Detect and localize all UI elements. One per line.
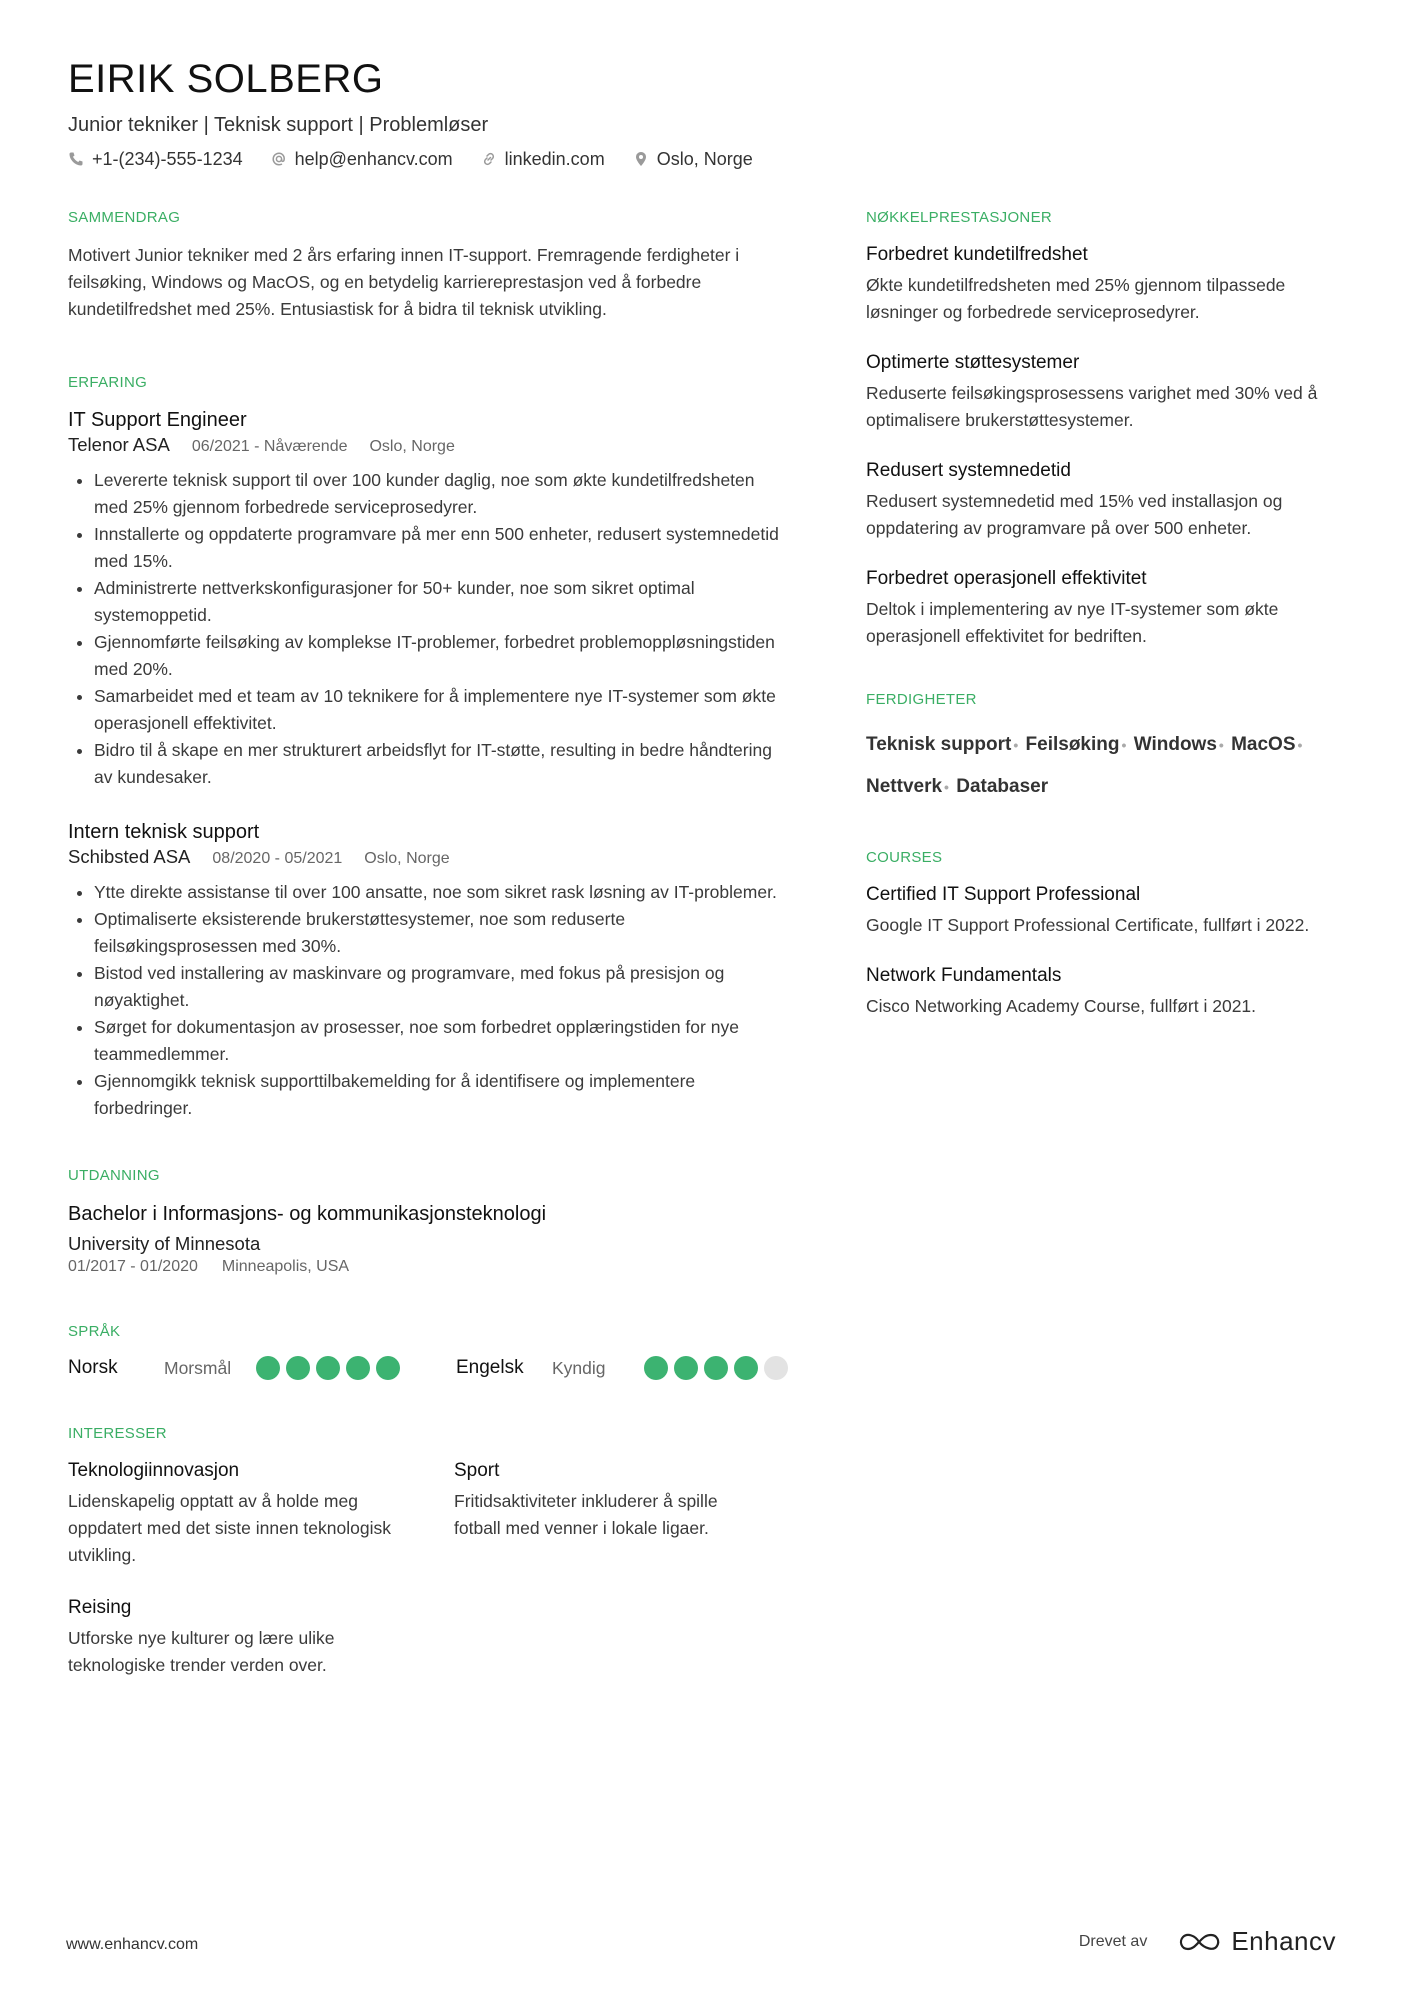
skill-item: Nettverk bbox=[866, 776, 943, 797]
job-title: IT Support Engineer bbox=[68, 409, 247, 431]
powered-by-label: Drevet av bbox=[1078, 1932, 1148, 1950]
job-company: Schibsted ASA bbox=[68, 846, 191, 867]
skill-item: Feilsøking bbox=[1025, 734, 1120, 755]
interest-item bbox=[68, 1458, 454, 1569]
contact-link[interactable] bbox=[481, 146, 605, 172]
achievements-section bbox=[866, 208, 1346, 650]
contact-row bbox=[68, 146, 1348, 172]
interest-desc: Utforske nye kulturer og lære ulike teknologiske trender verden over. bbox=[68, 1628, 335, 1675]
job-bullet: • Sørget for dokumentasjon av prosesser, noe som forbedret opplæringstiden for nye teammedlemmer. bbox=[94, 1014, 788, 1068]
achievement-item bbox=[866, 566, 1346, 650]
rating-dot bbox=[644, 1356, 668, 1380]
achievement-item bbox=[866, 242, 1346, 326]
job-bullet: • Bistod ved installering av maskinvare og programvare, med fokus på presisjon og nøyaktighet. bbox=[94, 960, 788, 1014]
job-bullet: • Administrerte nettverkskonfigurasjoner for 50+ kunder, noe som sikret optimal systemoppetid. bbox=[94, 575, 788, 629]
language-level: Morsmål bbox=[164, 1357, 232, 1378]
skill-item: MacOS bbox=[1231, 734, 1296, 755]
interest-title: Sport bbox=[454, 1460, 500, 1481]
rating-dot bbox=[316, 1356, 340, 1380]
phone-text: +1-(234)-555-1234 bbox=[92, 149, 243, 169]
course-desc: Google IT Support Professional Certificate, fullført i 2022. bbox=[866, 915, 1310, 935]
link-icon bbox=[481, 151, 497, 167]
rating-dot bbox=[346, 1356, 370, 1380]
education-location: Minneapolis, USA bbox=[221, 1258, 350, 1275]
achievement-desc: Redusert systemnedetid med 15% ved installasjon og oppdatering av programvare på over 500 enheter. bbox=[866, 491, 1283, 538]
interest-item bbox=[68, 1595, 454, 1679]
job-bullet: • Gjennomførte feilsøking av komplekse IT-problemer, forbedret problemoppløsningstiden med 20%. bbox=[94, 629, 788, 683]
rating-dot bbox=[674, 1356, 698, 1380]
education-heading: UTDANNING bbox=[68, 1167, 160, 1184]
experience-heading: ERFARING bbox=[68, 374, 148, 391]
language-name: Norsk bbox=[68, 1357, 118, 1378]
interests-section bbox=[68, 1424, 788, 1679]
footer-website[interactable]: www.enhancv.com bbox=[66, 1936, 199, 1953]
rating-dot bbox=[376, 1356, 400, 1380]
job-entry bbox=[68, 407, 788, 791]
achievements-heading: NØKKELPRESTASJONER bbox=[866, 209, 1053, 226]
achievement-title: Forbedret operasjonell effektivitet bbox=[866, 568, 1147, 589]
education-dates: 01/2017 - 01/2020 bbox=[68, 1258, 198, 1275]
language-rating bbox=[256, 1356, 400, 1380]
rating-dot bbox=[764, 1356, 788, 1380]
language-item bbox=[456, 1356, 788, 1380]
education-school: University of Minnesota bbox=[68, 1233, 261, 1254]
interest-desc: Fritidsaktiviteter inkluderer å spille fotball med venner i lokale ligaer. bbox=[454, 1491, 718, 1538]
course-title: Certified IT Support Professional bbox=[866, 884, 1141, 905]
enhancv-logo-icon bbox=[1177, 1930, 1223, 1954]
brand-logo[interactable] bbox=[1177, 1926, 1336, 1957]
language-rating bbox=[644, 1356, 788, 1380]
resume-header bbox=[68, 54, 1348, 172]
interest-title: Reising bbox=[68, 1597, 132, 1618]
job-bullet: • Gjennomgikk teknisk supporttilbakemelding for å identifisere og implementere forbedringer. bbox=[94, 1068, 788, 1122]
interests-list bbox=[68, 1458, 788, 1679]
rating-dot bbox=[704, 1356, 728, 1380]
education-section bbox=[68, 1166, 788, 1278]
location-pin-icon bbox=[633, 151, 649, 167]
courses-section bbox=[866, 848, 1346, 1020]
achievement-item bbox=[866, 350, 1346, 434]
job-bullets bbox=[68, 879, 788, 1122]
contact-phone[interactable] bbox=[68, 146, 243, 172]
right-column bbox=[866, 208, 1346, 1070]
job-bullet: • Samarbeidet med et team av 10 teknikere for å implementere nye IT-systemer som økte operasjonell effektivitet. bbox=[94, 683, 788, 737]
rating-dot bbox=[256, 1356, 280, 1380]
achievement-desc: Økte kundetilfredsheten med 25% gjennom tilpassede løsninger og forbedrede serviceprosedyrer. bbox=[866, 275, 1286, 322]
language-name: Engelsk bbox=[456, 1357, 524, 1378]
job-bullet: • Innstallerte og oppdaterte programvare på mer enn 500 enheter, redusert systemnedetid med 15%. bbox=[94, 521, 788, 575]
contact-email[interactable] bbox=[271, 146, 453, 172]
summary-section bbox=[68, 208, 788, 323]
languages-list bbox=[68, 1356, 788, 1380]
interests-heading: INTERESSER bbox=[68, 1425, 167, 1442]
job-bullet: • Bidro til å skape en mer strukturert arbeidsflyt for IT-støtte, resulting in bedre håndtering av kundesaker. bbox=[94, 737, 788, 791]
job-bullets bbox=[68, 467, 788, 791]
language-item bbox=[68, 1356, 400, 1380]
summary-text: Motivert Junior tekniker med 2 års erfaring innen IT-support. Fremragende ferdigheter i feilsøking, Windows og MacOS, og en betydelig karriereprestasjon ved å forbedre kundetilfredshet med 25%. Entusiastisk for å bidra til teknisk utvikling. bbox=[68, 245, 740, 319]
achievement-title: Optimerte støttesystemer bbox=[866, 352, 1080, 373]
job-meta bbox=[68, 845, 788, 871]
languages-heading: SPRÅK bbox=[68, 1323, 121, 1340]
footer-brand bbox=[1079, 1926, 1336, 1957]
rating-dot bbox=[734, 1356, 758, 1380]
link-text: linkedin.com bbox=[504, 149, 605, 169]
location-text: Oslo, Norge bbox=[656, 149, 753, 169]
interest-item bbox=[454, 1458, 784, 1569]
achievement-title: Redusert systemnedetid bbox=[866, 460, 1071, 481]
job-bullet: • Levererte teknisk support til over 100 kunder daglig, noe som økte kundetilfredsheten med 25% gjennom forbedrede serviceprosedyrer. bbox=[94, 467, 788, 521]
education-degree: Bachelor i Informasjons- og kommunikasjonsteknologi bbox=[68, 1203, 547, 1225]
candidate-name: EIRIK SOLBERG bbox=[68, 57, 384, 101]
education-meta bbox=[68, 1256, 788, 1278]
skill-item: Databaser bbox=[956, 776, 1049, 797]
skill-item: Windows bbox=[1133, 734, 1217, 755]
job-company: Telenor ASA bbox=[68, 434, 170, 455]
left-column bbox=[68, 208, 788, 1729]
experience-section bbox=[68, 373, 788, 1122]
language-level: Kyndig bbox=[552, 1357, 606, 1378]
achievement-desc: Deltok i implementering av nye IT-systemer som økte operasjonell effektivitet for bedriften. bbox=[866, 599, 1279, 646]
job-bullet: • Optimaliserte eksisterende brukerstøttesystemer, noe som reduserte feilsøkingsprosessen med 30%. bbox=[94, 906, 788, 960]
achievement-desc: Reduserte feilsøkingsprosessens varighet med 30% ved å optimalisere brukerstøttesystemer. bbox=[866, 383, 1318, 430]
languages-section bbox=[68, 1322, 788, 1380]
job-dates: 08/2020 - 05/2021 bbox=[212, 850, 343, 867]
job-bullet: • Ytte direkte assistanse til over 100 ansatte, noe som sikret rask løsning av IT-problemer. bbox=[94, 879, 788, 906]
phone-icon bbox=[68, 151, 84, 167]
course-desc: Cisco Networking Academy Course, fullført i 2021. bbox=[866, 996, 1257, 1016]
job-meta bbox=[68, 433, 788, 459]
job-location: Oslo, Norge bbox=[364, 850, 450, 867]
skills-list: Teknisk support • Feilsøking • Windows • MacOS • Nettverk • Databaser bbox=[866, 734, 1303, 797]
achievement-item bbox=[866, 458, 1346, 542]
interest-title: Teknologiinnovasjon bbox=[68, 1460, 240, 1481]
skills-heading: FERDIGHETER bbox=[866, 691, 977, 708]
course-item bbox=[866, 882, 1346, 939]
email-text: help@enhancv.com bbox=[294, 149, 453, 169]
job-dates: 06/2021 - Nåværende bbox=[191, 438, 348, 455]
interest-desc: Lidenskapelig opptatt av å holde meg oppdatert med det siste innen teknologisk utvikling. bbox=[68, 1491, 391, 1565]
courses-heading: COURSES bbox=[866, 849, 943, 866]
candidate-title: Junior tekniker | Teknisk support | Problemløser bbox=[68, 114, 489, 136]
rating-dot bbox=[286, 1356, 310, 1380]
brand-name: Enhancv bbox=[1231, 1926, 1336, 1956]
course-item bbox=[866, 963, 1346, 1020]
job-title: Intern teknisk support bbox=[68, 821, 260, 843]
summary-heading: SAMMENDRAG bbox=[68, 209, 181, 226]
course-title: Network Fundamentals bbox=[866, 965, 1062, 986]
at-icon bbox=[271, 151, 287, 167]
contact-location bbox=[633, 146, 753, 172]
job-entry bbox=[68, 819, 788, 1122]
achievement-title: Forbedret kundetilfredshet bbox=[866, 244, 1088, 265]
skills-section bbox=[866, 690, 1346, 808]
job-location: Oslo, Norge bbox=[369, 438, 455, 455]
skill-item: Teknisk support bbox=[866, 734, 1012, 755]
